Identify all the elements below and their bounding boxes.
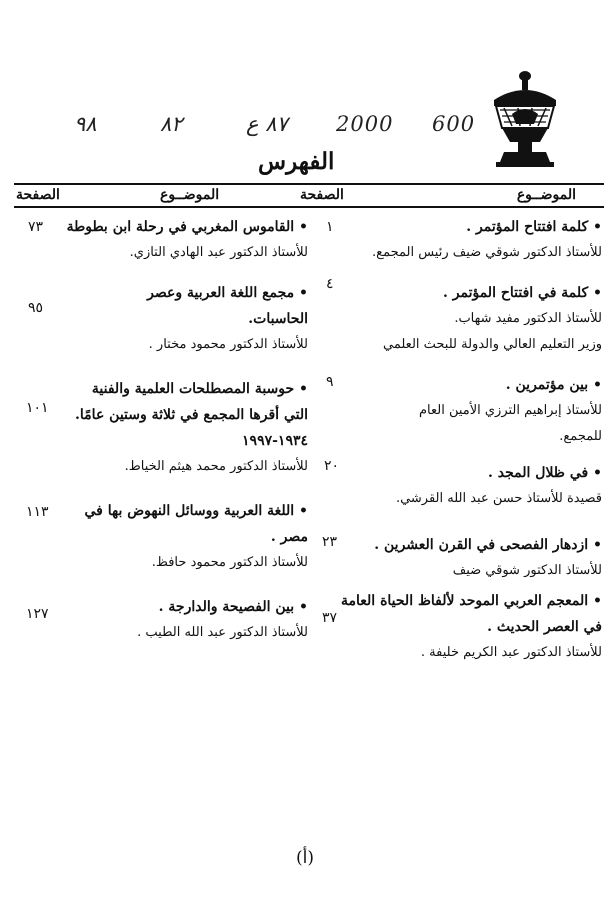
toc-entry xyxy=(66,498,308,576)
toc-entry xyxy=(352,280,602,358)
entry-title-line3: ١٩٣٤-١٩٩٧ xyxy=(242,433,308,449)
page-number: ٩٥ xyxy=(28,300,44,316)
right-topic-header: الموضــوع xyxy=(516,187,576,203)
toc-entry xyxy=(352,532,602,584)
left-topic-header: الموضــوع xyxy=(160,187,220,203)
toc-entry xyxy=(66,594,308,646)
entry-author: للأستاذ الدكتور محمود حافظ. xyxy=(151,555,308,570)
entry-author: للأستاذ الدكتور مفيد شهاب. xyxy=(454,311,602,326)
page-number: ٣٧ xyxy=(322,610,338,626)
entry-author: قصيدة للأستاذ حسن عبد الله القرشي. xyxy=(395,491,602,506)
handwritten-note-1: ٩٨ xyxy=(74,112,97,136)
page-number: ٩ xyxy=(326,374,334,390)
entry-author: للأستاذ الدكتور عبد الله الطيب . xyxy=(137,625,308,640)
entry-title: • بين الفصيحة والدارجة . xyxy=(158,599,308,615)
entry-author: للأستاذ الدكتور عبد الهادي التازي. xyxy=(129,245,308,260)
entry-author-line2: وزير التعليم العالي والدولة للبحث العلمي xyxy=(383,337,602,352)
handwritten-note-5: 600 xyxy=(432,112,476,136)
entry-title-line2: في العصر الحديث . xyxy=(487,619,602,635)
entry-title: • بين مؤتمرين . xyxy=(505,377,602,393)
entry-title-line2: مصر . xyxy=(270,529,308,545)
page-number: ١ xyxy=(326,219,334,235)
page-title: الفهرس xyxy=(258,148,335,175)
entry-author: للأستاذ الدكتور محمد هيثم الخياط. xyxy=(124,459,308,474)
toc-entry xyxy=(352,214,602,266)
handwritten-note-3: ٨٧ ع xyxy=(246,112,288,136)
toc-entry xyxy=(341,588,602,666)
page-number: ٧٣ xyxy=(28,219,44,235)
page-number: ٤ xyxy=(326,276,334,292)
entry-title: • كلمة افتتاح المؤتمر . xyxy=(466,219,602,235)
entry-title: • في ظلال المجد . xyxy=(488,465,602,481)
entry-author: للأستاذ الدكتور عبد الكريم خليفة . xyxy=(420,645,602,660)
left-page-header: الصفحة xyxy=(16,187,60,203)
toc-entry xyxy=(352,372,602,450)
entry-author: للأستاذ الدكتور شوقي ضيف رئيس المجمع. xyxy=(372,245,602,260)
toc-entry xyxy=(66,214,308,266)
page-number: ٢٠ xyxy=(324,458,340,474)
entry-title-line2: الحاسبات. xyxy=(248,311,308,327)
toc-entry xyxy=(66,280,308,358)
toc-entry xyxy=(352,460,602,512)
entry-title-line2: التي أقرها المجمع في ثلاثة وستين عامًا. xyxy=(75,407,308,423)
entry-title: • كلمة في افتتاح المؤتمر . xyxy=(443,285,602,301)
header-bottom-rule xyxy=(14,206,604,208)
left-toc-column xyxy=(66,214,308,654)
header-top-rule xyxy=(14,183,604,185)
page-number: ١١٣ xyxy=(26,504,49,520)
entry-title: • اللغة العربية ووسائل النهوض بها في xyxy=(84,503,308,519)
entry-title: • حوسبة المصطلحات العلمية والفنية xyxy=(91,381,308,397)
entry-title: • ازدهار الفصحى في القرن العشرين . xyxy=(374,537,602,553)
page-number: ١٢٧ xyxy=(26,606,49,622)
entry-author-line2: للمجمع. xyxy=(559,429,602,444)
handwritten-note-4: 2000 xyxy=(336,112,394,136)
entry-title: • المعجم العربي الموحد لألفاظ الحياة العامة xyxy=(341,593,602,609)
entry-author: للأستاذ الدكتور محمود مختار . xyxy=(148,337,308,352)
toc-entry xyxy=(66,376,308,480)
right-toc-column xyxy=(341,214,602,694)
page-number: ٢٣ xyxy=(322,534,338,550)
page-folio: (أ) xyxy=(296,848,315,868)
page-number: ١٠١ xyxy=(26,400,49,416)
academy-emblem-icon xyxy=(484,66,566,170)
entry-title: • مجمع اللغة العربية وعصر xyxy=(147,285,308,301)
entry-author: للأستاذ إبراهيم الترزي الأمين العام xyxy=(418,403,602,418)
entry-title: • القاموس المغربي في رحلة ابن بطوطة xyxy=(66,219,308,235)
right-page-header: الصفحة xyxy=(300,187,344,203)
entry-author: للأستاذ الدكتور شوقي ضيف xyxy=(452,563,602,578)
handwritten-note-2: ٨٢ xyxy=(160,112,183,136)
